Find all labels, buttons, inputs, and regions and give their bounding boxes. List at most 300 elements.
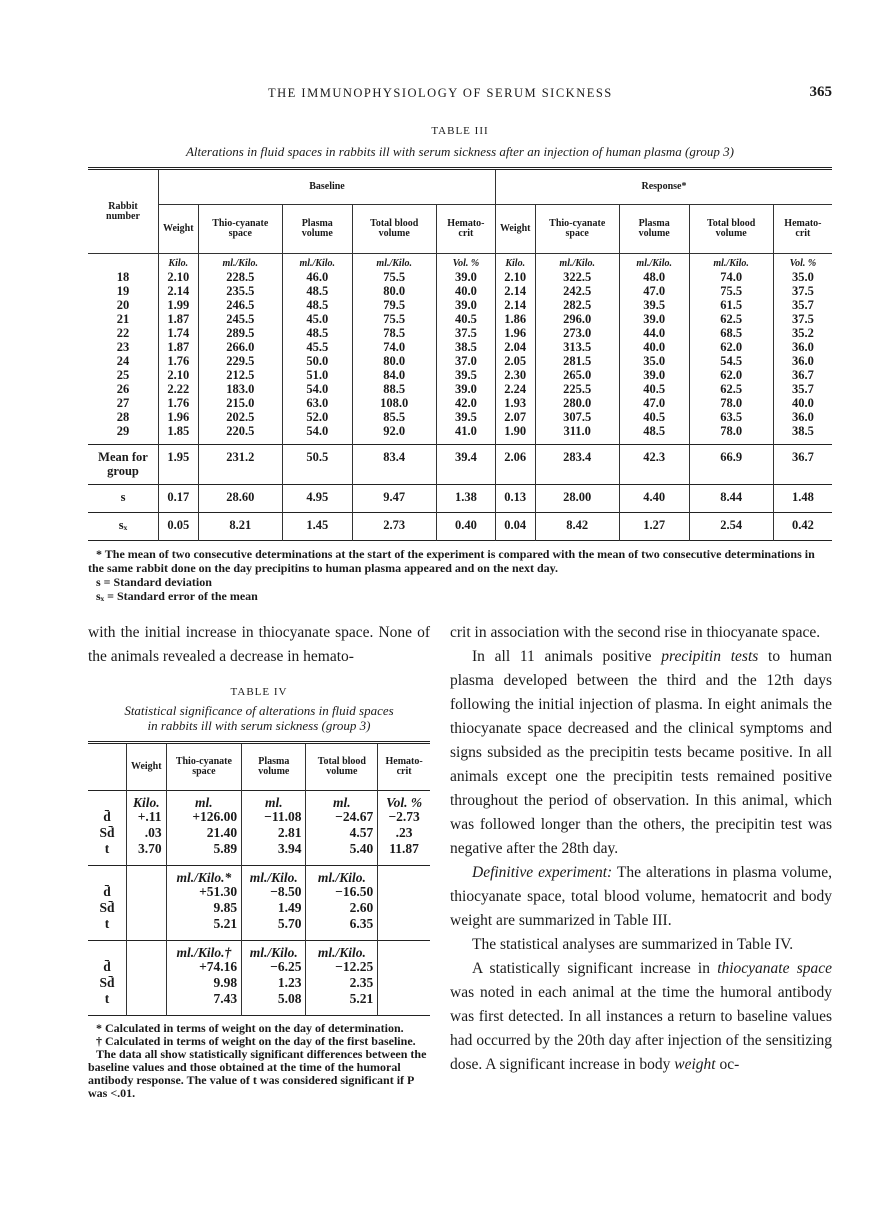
- stat-cell: .23: [378, 825, 430, 841]
- data-cell: 38.5: [773, 424, 832, 445]
- data-cell: 47.0: [619, 284, 689, 298]
- stat-cell: 7.43: [166, 991, 242, 1016]
- data-cell: 51.0: [282, 368, 352, 382]
- summary-label: sₓ: [88, 513, 159, 541]
- data-cell: 45.0: [282, 312, 352, 326]
- table4-footnote: * Calculated in terms of weight on the day of determination.: [96, 1021, 404, 1035]
- table-row: [88, 326, 832, 340]
- table4-header-row: [88, 743, 430, 791]
- stat-cell: 5.21: [166, 916, 242, 941]
- unit-label: [378, 866, 430, 885]
- column-header: Thio-cyanate space: [198, 205, 282, 254]
- statistic-label: d̄: [103, 809, 111, 824]
- data-cell: 35.2: [773, 326, 832, 340]
- unit-label: ml./Kilo.: [242, 941, 306, 960]
- stat-cell: 2.81: [242, 825, 306, 841]
- table-row: [88, 284, 832, 298]
- data-cell: 228.5: [198, 270, 282, 284]
- table3-footnote: s = Standard deviation: [96, 575, 212, 589]
- unit-label: Vol. %: [378, 791, 430, 810]
- stat-cell: [127, 900, 167, 916]
- column-header: Thio-cyanate space: [166, 743, 242, 791]
- data-cell: 235.5: [198, 284, 282, 298]
- data-cell: 1.90: [495, 424, 535, 445]
- stat-cell: .03: [127, 825, 167, 841]
- data-cell: 62.0: [689, 340, 773, 354]
- stat-cell: [378, 959, 430, 975]
- statistic-label: t: [104, 841, 110, 856]
- empty-cell: [88, 941, 127, 960]
- data-cell: 68.5: [689, 326, 773, 340]
- data-cell: 1.96: [159, 410, 199, 424]
- data-cell: 62.0: [689, 368, 773, 382]
- stat-row: [88, 825, 430, 841]
- data-cell: 108.0: [352, 396, 436, 410]
- column-header: Weight: [495, 205, 535, 254]
- stat-cell: −2.73: [378, 809, 430, 825]
- stat-cell: [127, 884, 167, 900]
- table-row: [88, 340, 832, 354]
- data-cell: 36.0: [773, 340, 832, 354]
- empty-cell: [88, 791, 127, 810]
- data-cell: 45.5: [282, 340, 352, 354]
- data-cell: 39.0: [619, 312, 689, 326]
- data-cell: 289.5: [198, 326, 282, 340]
- data-cell: 54.0: [282, 382, 352, 396]
- data-cell: 313.5: [535, 340, 619, 354]
- page-number: 365: [809, 84, 832, 100]
- stat-cell: −12.25: [306, 959, 378, 975]
- data-cell: 41.0: [436, 424, 495, 445]
- stat-cell: [127, 991, 167, 1016]
- data-cell: 78.0: [689, 396, 773, 410]
- table-row: [88, 368, 832, 382]
- data-cell: 36.7: [773, 368, 832, 382]
- emphasized-text: Definitive experiment:: [472, 864, 613, 881]
- stat-cell: 3.94: [242, 841, 306, 866]
- summary-cell: 0.42: [773, 513, 832, 541]
- emphasized-text: weight: [674, 1056, 716, 1073]
- data-cell: 48.0: [619, 270, 689, 284]
- unit-label: ml./Kilo.*: [166, 866, 242, 885]
- data-cell: 39.5: [619, 298, 689, 312]
- rabbit-number-header: Rabbit number: [106, 200, 140, 222]
- summary-cell: 36.7: [773, 445, 832, 485]
- column-header: Total blood volume: [306, 743, 378, 791]
- data-cell: 1.74: [159, 326, 199, 340]
- data-cell: 2.07: [495, 410, 535, 424]
- stat-cell: 5.40: [306, 841, 378, 866]
- column-header: Plasma volume: [619, 205, 689, 254]
- data-cell: 88.5: [352, 382, 436, 396]
- running-title: THE IMMUNOPHYSIOLOGY OF SERUM SICKNESS: [268, 86, 613, 100]
- rabbit-number: 21: [116, 312, 130, 326]
- data-cell: 273.0: [535, 326, 619, 340]
- stat-cell: 3.70: [127, 841, 167, 866]
- statistic-label: Sd̄: [99, 975, 115, 990]
- text-span: A statistically significant increase in: [472, 960, 718, 977]
- stat-cell: −24.67: [306, 809, 378, 825]
- units-row: [88, 941, 430, 960]
- data-cell: 39.0: [436, 298, 495, 312]
- data-cell: 50.0: [282, 354, 352, 368]
- data-cell: 39.0: [436, 270, 495, 284]
- table3-footnote: * The mean of two consecutive determinations at the start of the experiment is compared with the mean of two consecutive determinations in the same rabbit done on the day precipitins to human plasma appeared and on the next day.: [88, 547, 815, 575]
- data-cell: 78.5: [352, 326, 436, 340]
- data-cell: 61.5: [689, 298, 773, 312]
- data-cell: 1.99: [159, 298, 199, 312]
- text-span: The statistical analyses are summarized in Table IV.: [472, 936, 794, 953]
- rabbit-number: 25: [116, 368, 130, 382]
- emphasized-text: precipitin tests: [661, 648, 759, 665]
- data-cell: 62.5: [689, 382, 773, 396]
- table-row: [88, 410, 832, 424]
- data-cell: 80.0: [352, 284, 436, 298]
- units-row: [88, 866, 430, 885]
- column-header: Hemato-crit: [378, 743, 430, 791]
- unit-label: ml./Kilo.†: [166, 941, 242, 960]
- unit-label: ml.: [166, 791, 242, 810]
- table-row: [88, 396, 832, 410]
- table3-units-row: [88, 254, 832, 271]
- data-cell: 1.93: [495, 396, 535, 410]
- unit-label: ml./Kilo.: [689, 254, 773, 271]
- table-row: [88, 270, 832, 284]
- column-header: Thio-cyanate space: [535, 205, 619, 254]
- column-header: Hemato-crit: [436, 205, 495, 254]
- data-cell: 36.0: [773, 354, 832, 368]
- column-header: Weight: [127, 743, 167, 791]
- data-cell: 54.0: [282, 424, 352, 445]
- rabbit-number: 24: [116, 354, 130, 368]
- data-cell: 40.0: [619, 340, 689, 354]
- summary-cell: 42.3: [619, 445, 689, 485]
- data-cell: 266.0: [198, 340, 282, 354]
- data-cell: 37.5: [773, 312, 832, 326]
- data-cell: 36.0: [773, 410, 832, 424]
- data-cell: 52.0: [282, 410, 352, 424]
- data-cell: 245.5: [198, 312, 282, 326]
- summary-cell: 50.5: [282, 445, 352, 485]
- body-paragraph: [450, 645, 832, 861]
- data-cell: 48.5: [282, 326, 352, 340]
- statistic-label: Sd̄: [99, 900, 115, 915]
- body-paragraph: with the initial increase in thiocyanate space. None of the animals revealed a decrease in hemato-: [88, 624, 430, 665]
- rabbit-number: 23: [116, 340, 130, 354]
- data-cell: 40.0: [773, 396, 832, 410]
- data-cell: 220.5: [198, 424, 282, 445]
- unit-label: Kilo.: [495, 254, 535, 271]
- table4: [88, 741, 430, 1016]
- stat-row: [88, 991, 430, 1016]
- summary-cell: 9.47: [352, 485, 436, 513]
- data-cell: 215.0: [198, 396, 282, 410]
- summary-label: s: [88, 485, 159, 513]
- stat-cell: 11.87: [378, 841, 430, 866]
- summary-cell: 231.2: [198, 445, 282, 485]
- data-cell: 40.5: [436, 312, 495, 326]
- data-cell: 37.5: [436, 326, 495, 340]
- summary-cell: 1.45: [282, 513, 352, 541]
- stat-cell: 5.70: [242, 916, 306, 941]
- statistic-label: d̄: [103, 884, 111, 899]
- data-cell: 75.5: [352, 312, 436, 326]
- stat-cell: +74.16: [166, 959, 242, 975]
- stat-cell: [127, 975, 167, 991]
- stat-cell: [127, 916, 167, 941]
- data-cell: 1.96: [495, 326, 535, 340]
- summary-cell: 66.9: [689, 445, 773, 485]
- summary-cell: 0.05: [159, 513, 199, 541]
- table3-caption: Alterations in fluid spaces in rabbits ill with serum sickness after an injection of human plasma (group 3): [185, 144, 735, 159]
- summary-cell: 8.42: [535, 513, 619, 541]
- data-cell: 1.87: [159, 340, 199, 354]
- text-span: to human plasma developed between the third and the 12th days following the initial injection of plasma. In eight animals the thiocyanate space decreased and the clinical symptoms and signs subsided as the precipitin tests became positive. In all animals except one the precipitin tests remained positive throughout the period of observation. In this animal, which was followed longer than the others, the precipitin test was negative after the 28th day.: [450, 648, 832, 857]
- stat-row: [88, 916, 430, 941]
- stat-cell: 6.35: [306, 916, 378, 941]
- summary-cell: 1.48: [773, 485, 832, 513]
- statistic-label: Sd̄: [99, 825, 115, 840]
- summary-cell: 4.95: [282, 485, 352, 513]
- rabbit-number: 29: [116, 424, 130, 438]
- rabbit-number: 18: [116, 270, 130, 284]
- data-cell: 1.76: [159, 354, 199, 368]
- data-cell: 63.0: [282, 396, 352, 410]
- column-header: Hemato-crit: [773, 205, 832, 254]
- summary-cell: 1.27: [619, 513, 689, 541]
- stat-cell: 5.21: [306, 991, 378, 1016]
- data-cell: 46.0: [282, 270, 352, 284]
- summary-cell: 1.95: [159, 445, 199, 485]
- running-header: [88, 84, 832, 104]
- body-columns: [88, 621, 832, 1100]
- text-span: was noted in each animal at the time the humoral antibody was first detected. In all instances a return to baseline values had occurred by the 20th day after injection of the sensitizing dose. A significant increase in body: [450, 984, 832, 1073]
- unit-label: ml./Kilo.: [306, 866, 378, 885]
- table4-footnotes: [88, 1022, 430, 1100]
- stat-cell: −16.50: [306, 884, 378, 900]
- statistic-label: t: [104, 916, 110, 931]
- unit-label: ml./Kilo.: [619, 254, 689, 271]
- text-span: crit in association with the second rise in thiocyanate space.: [450, 624, 821, 641]
- stat-cell: [378, 975, 430, 991]
- summary-row: [88, 445, 832, 485]
- unit-label: Kilo.: [159, 254, 199, 271]
- summary-label: Mean for group: [88, 445, 159, 485]
- data-cell: 38.5: [436, 340, 495, 354]
- summary-cell: 0.13: [495, 485, 535, 513]
- summary-cell: 8.21: [198, 513, 282, 541]
- column-header: Total blood volume: [352, 205, 436, 254]
- table-row: [88, 298, 832, 312]
- data-cell: 2.04: [495, 340, 535, 354]
- data-cell: 307.5: [535, 410, 619, 424]
- unit-label: ml.: [306, 791, 378, 810]
- data-cell: 62.5: [689, 312, 773, 326]
- data-cell: 54.5: [689, 354, 773, 368]
- data-cell: 75.5: [689, 284, 773, 298]
- unit-label: [127, 866, 167, 885]
- stat-cell: 5.89: [166, 841, 242, 866]
- right-column: [450, 621, 832, 1100]
- summary-cell: 283.4: [535, 445, 619, 485]
- data-cell: 40.5: [619, 410, 689, 424]
- stat-row: [88, 959, 430, 975]
- data-cell: 282.5: [535, 298, 619, 312]
- unit-label: ml./Kilo.: [242, 866, 306, 885]
- body-paragraph: [450, 621, 832, 645]
- data-cell: 296.0: [535, 312, 619, 326]
- data-cell: 183.0: [198, 382, 282, 396]
- summary-cell: 8.44: [689, 485, 773, 513]
- table-row: [88, 382, 832, 396]
- data-cell: 35.0: [619, 354, 689, 368]
- summary-cell: 0.17: [159, 485, 199, 513]
- statistic-label: d̄: [103, 959, 111, 974]
- data-cell: 48.5: [619, 424, 689, 445]
- data-cell: 92.0: [352, 424, 436, 445]
- stat-cell: [127, 959, 167, 975]
- unit-label: ml./Kilo.: [306, 941, 378, 960]
- summary-cell: 0.40: [436, 513, 495, 541]
- statistic-label: t: [104, 991, 110, 1006]
- unit-label: ml./Kilo.: [282, 254, 352, 271]
- data-cell: 202.5: [198, 410, 282, 424]
- summary-cell: 0.04: [495, 513, 535, 541]
- text-span: In all 11 animals positive: [472, 648, 662, 665]
- data-cell: 280.0: [535, 396, 619, 410]
- data-cell: 74.0: [352, 340, 436, 354]
- rabbit-number: 19: [116, 284, 130, 298]
- data-cell: 322.5: [535, 270, 619, 284]
- data-cell: 39.0: [619, 368, 689, 382]
- data-cell: 63.5: [689, 410, 773, 424]
- data-cell: 1.87: [159, 312, 199, 326]
- rabbit-number: 27: [116, 396, 130, 410]
- data-cell: 2.10: [159, 368, 199, 382]
- stat-cell: +51.30: [166, 884, 242, 900]
- stat-cell: 9.85: [166, 900, 242, 916]
- data-cell: 265.0: [535, 368, 619, 382]
- unit-label: Vol. %: [773, 254, 832, 271]
- stat-cell: 9.98: [166, 975, 242, 991]
- unit-label: ml./Kilo.: [535, 254, 619, 271]
- table3-footnote: sₓ = Standard error of the mean: [96, 589, 258, 603]
- summary-row: [88, 513, 832, 541]
- data-cell: 39.0: [436, 382, 495, 396]
- data-cell: 40.0: [436, 284, 495, 298]
- table-row: [88, 424, 832, 445]
- data-cell: 246.5: [198, 298, 282, 312]
- data-cell: 48.5: [282, 284, 352, 298]
- data-cell: 229.5: [198, 354, 282, 368]
- data-cell: 35.7: [773, 382, 832, 396]
- stat-row: [88, 900, 430, 916]
- unit-label: Vol. %: [436, 254, 495, 271]
- unit-label: ml./Kilo.: [352, 254, 436, 271]
- column-header: Total blood volume: [689, 205, 773, 254]
- data-cell: 225.5: [535, 382, 619, 396]
- data-cell: 242.5: [535, 284, 619, 298]
- empty-cell: [88, 254, 159, 271]
- data-cell: 40.5: [619, 382, 689, 396]
- data-cell: 74.0: [689, 270, 773, 284]
- data-cell: 2.14: [495, 284, 535, 298]
- stat-cell: −6.25: [242, 959, 306, 975]
- summary-cell: 28.60: [198, 485, 282, 513]
- left-column: [88, 621, 430, 1100]
- data-cell: 1.85: [159, 424, 199, 445]
- data-cell: 2.10: [159, 270, 199, 284]
- table3-label: TABLE III: [431, 125, 489, 137]
- table3-group-header-row: [88, 169, 832, 205]
- table4-footnote: † Calculated in terms of weight on the day of the first baseline.: [96, 1034, 416, 1048]
- data-cell: 1.86: [495, 312, 535, 326]
- stat-cell: [378, 916, 430, 941]
- stat-cell: +126.00: [166, 809, 242, 825]
- data-cell: 37.0: [436, 354, 495, 368]
- stat-cell: [378, 991, 430, 1016]
- data-cell: 2.24: [495, 382, 535, 396]
- column-header: Plasma volume: [282, 205, 352, 254]
- data-cell: 2.05: [495, 354, 535, 368]
- data-cell: 281.5: [535, 354, 619, 368]
- table-row: [88, 354, 832, 368]
- text-span: The alterations in plasma volume, thiocyanate space, total blood volume, hematocrit and body weight are summarized in Table III.: [450, 864, 832, 929]
- data-cell: 2.30: [495, 368, 535, 382]
- stat-cell: −8.50: [242, 884, 306, 900]
- text-span: oc-: [715, 1056, 740, 1073]
- data-cell: 39.5: [436, 368, 495, 382]
- empty-cell: [88, 743, 127, 791]
- data-cell: 311.0: [535, 424, 619, 445]
- data-cell: 212.5: [198, 368, 282, 382]
- body-paragraph: [450, 861, 832, 933]
- data-cell: 35.7: [773, 298, 832, 312]
- summary-cell: 2.73: [352, 513, 436, 541]
- rabbit-number: 28: [116, 410, 130, 424]
- data-cell: 84.0: [352, 368, 436, 382]
- data-cell: 44.0: [619, 326, 689, 340]
- body-paragraph: [450, 933, 832, 957]
- stat-row: [88, 841, 430, 866]
- data-cell: 80.0: [352, 354, 436, 368]
- stat-cell: 2.35: [306, 975, 378, 991]
- data-cell: 37.5: [773, 284, 832, 298]
- unit-label: Kilo.: [127, 791, 167, 810]
- table-row: [88, 312, 832, 326]
- stat-cell: −11.08: [242, 809, 306, 825]
- stat-row: [88, 809, 430, 825]
- data-cell: 2.22: [159, 382, 199, 396]
- data-cell: 1.76: [159, 396, 199, 410]
- table4-caption: Statistical significance of alterations in fluid spaces in rabbits ill with serum sickness (group 3): [124, 703, 394, 733]
- table3-footnotes: [88, 547, 832, 603]
- stat-cell: 5.08: [242, 991, 306, 1016]
- data-cell: 42.0: [436, 396, 495, 410]
- column-header: Weight: [159, 205, 199, 254]
- summary-cell: 39.4: [436, 445, 495, 485]
- group-header: Baseline: [159, 169, 496, 205]
- summary-row: [88, 485, 832, 513]
- emphasized-text: thiocyanate space: [717, 960, 832, 977]
- stat-cell: +.11: [127, 809, 167, 825]
- unit-label: ml.: [242, 791, 306, 810]
- data-cell: 79.5: [352, 298, 436, 312]
- rabbit-number: 22: [116, 326, 130, 340]
- empty-cell: [88, 866, 127, 885]
- table4-label: TABLE IV: [230, 686, 288, 698]
- summary-cell: 4.40: [619, 485, 689, 513]
